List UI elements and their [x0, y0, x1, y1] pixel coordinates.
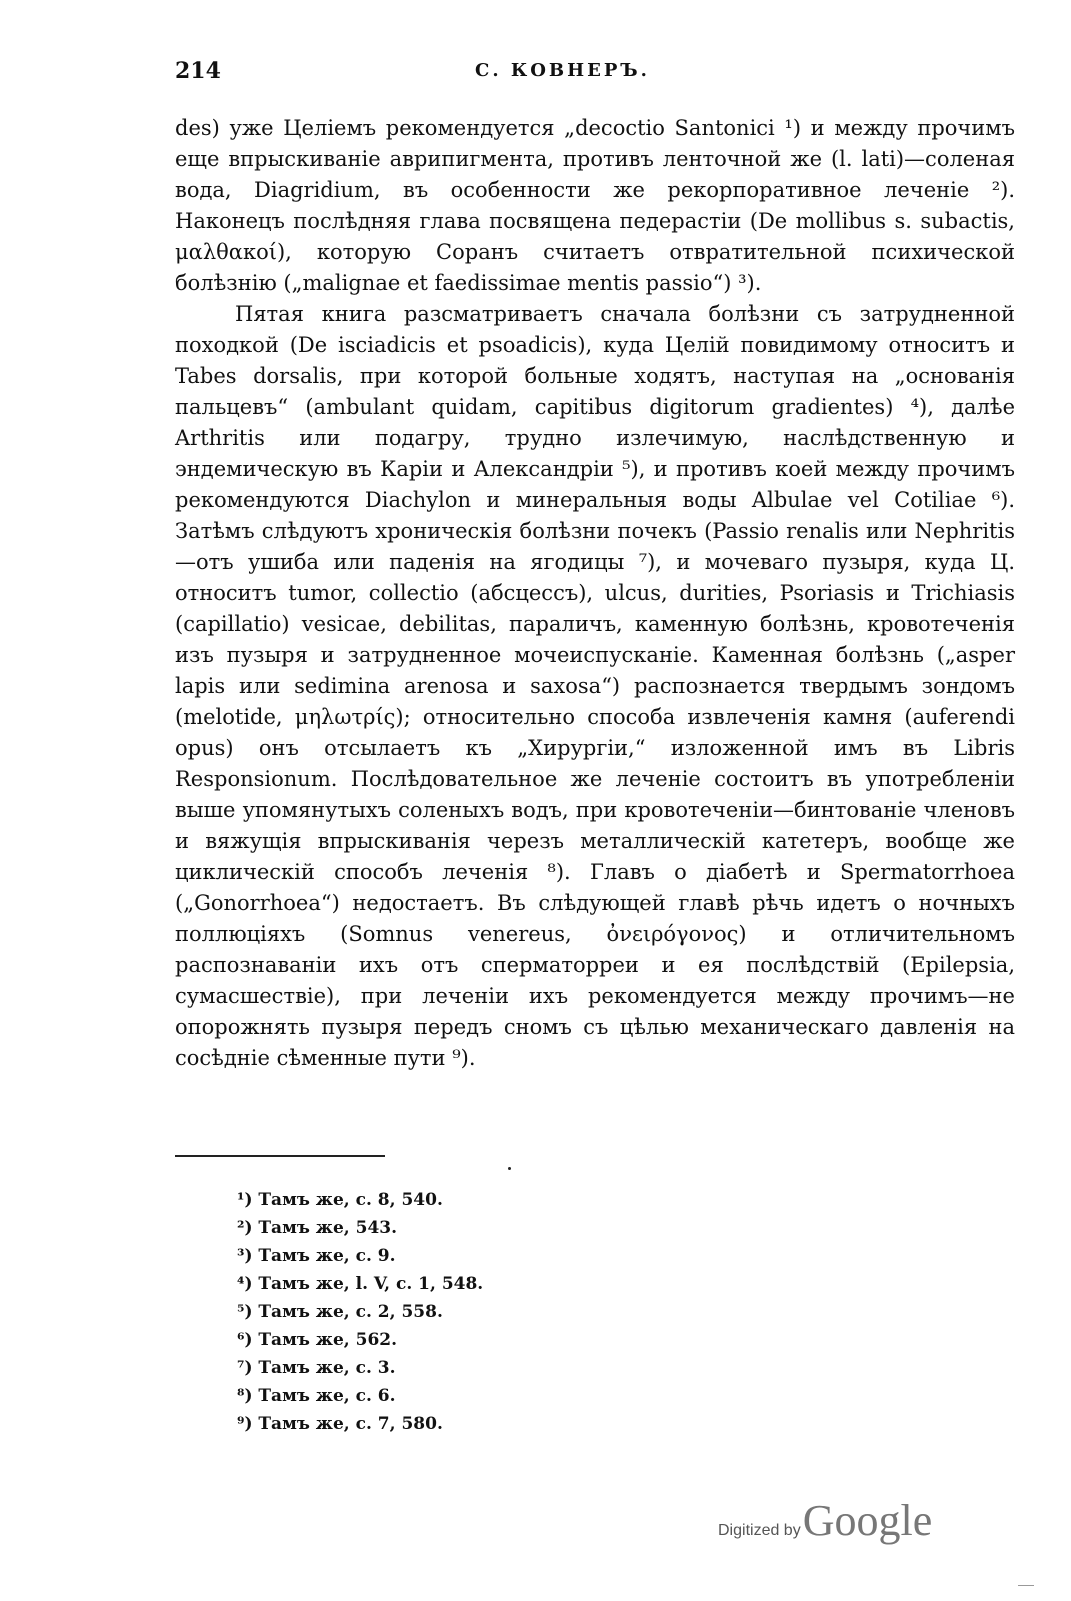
- footnote-1: ¹) Тамъ же, с. 8, 540.: [237, 1190, 443, 1210]
- page-number: 214: [175, 58, 221, 84]
- footnote-4: ⁴) Тамъ же, l. V, c. 1, 548.: [237, 1274, 484, 1294]
- body-text: [175, 113, 1015, 1074]
- footnotes-list: [237, 1186, 737, 1438]
- watermark-prefix: Digitized by: [718, 1522, 801, 1539]
- footnote-6: ⁶) Тамъ же, 562.: [237, 1330, 398, 1350]
- footnote-7: ⁷) Тамъ же, с. 3.: [237, 1358, 396, 1378]
- stray-dot: [508, 1167, 511, 1170]
- footnote-separator: [175, 1155, 385, 1157]
- footnote-8: ⁸) Тамъ же, с. 6.: [237, 1386, 396, 1406]
- google-logo: Google: [802, 1496, 933, 1545]
- paragraph-2: Пятая книга разсматриваетъ сначала болѣзни съ затрудненной походкой (De isciadicis et psoadicis), куда Целій повидимому относитъ и Tabes dorsalis, при которой больные ходятъ, наступая на „основанія пальцевъ“ (ambulant quidam, capitibus digitorum gradientes) ⁴), далѣе Arthritis или подагру, трудно излечимую, наслѣдственную и эндемическую въ Каріи и Александріи ⁵), и противъ коей между прочимъ рекомендуются Diachylon и минеральныя воды Albulae vel Cotiliae ⁶). Затѣмъ слѣдуютъ хроническія болѣзни почекъ (Passio renalis или Nephritis—отъ ушиба или паденія на ягодицы ⁷), и мочеваго пузыря, куда Ц. относитъ tumor, collectio (абсцессъ), ulcus, durities, Psoriasis и Trichiasis (capillatio) vesicae, debilitas, параличъ, каменную болѣзнь, кровотеченія изъ пузыря и затрудненное мочеиспусканіе. Каменная болѣзнь („asper lapis или sedimina arenosa и saxosa“) распознается твердымъ зондомъ (melotide, μηλωτρίς); относительно способа извлеченія камня (auferendi opus) онъ отсылаетъ къ „Хирургіи,“ изложенной имъ въ Libris Responsionum. Послѣдовательное же леченіе состоитъ въ употребленіи выше упомянутыхъ соленыхъ водъ, при кровотеченіи—бинтованіе членовъ и вяжущія впрыскиванія черезъ металлическій катетеръ, вообще же циклическій способъ леченія ⁸). Главъ о діабетѣ и Spermatorrhoea („Gonorrhoea“) недостаетъ. Въ слѣдующей главѣ рѣчь идетъ о ночныхъ поллюціяхъ (Somnus venereus, ὀνειρόγονος) и отличительномъ распознаваніи ихъ отъ сперматорреи и ея послѣдствій (Epilepsia, сумасшествіе), при леченіи ихъ рекомендуется между прочимъ—не опорожнять пузыря передъ сномъ съ цѣлью механическаго давленія на сосѣдніе сѣменные пути ⁹).: [175, 302, 1015, 1070]
- running-head: С. КОВНЕРЪ.: [475, 60, 650, 81]
- corner-mark: [1018, 1585, 1034, 1589]
- footnote-2: ²) Тамъ же, 543.: [237, 1218, 398, 1238]
- footnote-5: ⁵) Тамъ же, с. 2, 558.: [237, 1302, 443, 1322]
- footnote-9: ⁹) Тамъ же, с. 7, 580.: [237, 1414, 443, 1434]
- paragraph-1: des) уже Целіемъ рекомендуется „decoctio Santonici ¹) и между прочимъ еще впрыскиваніе аврипигмента, противъ ленточной же (l. lati)—соленая вода, Diagridium, въ особенности же рекорпоративное леченіе ²). Наконецъ послѣдняя глава посвящена педерастіи (De mollibus s. subactis, μαλθακοί), которую Соранъ считаетъ отвратительной психической болѣзнію („malignae et faedissimae mentis passio“) ³).: [175, 116, 1015, 295]
- footnote-3: ³) Тамъ же, с. 9.: [237, 1246, 396, 1266]
- digitized-watermark: [718, 1495, 948, 1545]
- page-header: [175, 58, 1015, 94]
